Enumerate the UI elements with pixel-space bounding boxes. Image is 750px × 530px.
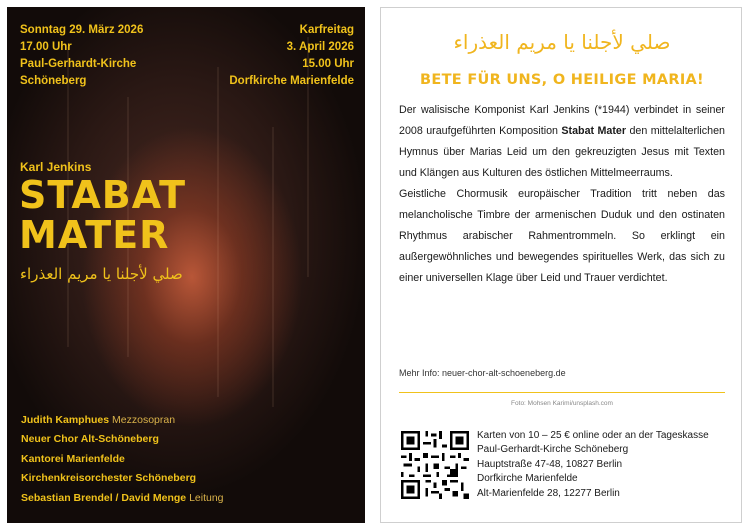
divider: [399, 392, 725, 393]
qr-code-icon: [401, 431, 469, 499]
arabic-heading: صلي لأجلنا يا مريم العذراء: [453, 30, 671, 54]
event2-time: 15.00 Uhr: [302, 58, 354, 70]
event-sunday-info: [20, 22, 143, 90]
venue1-name: Paul-Gerhardt-Kirche Schöneberg: [477, 444, 629, 456]
photo-credit: Foto: Mohsen Karimi/unsplash.com: [511, 400, 613, 407]
performer-list: [21, 411, 224, 508]
work-title-bold: Stabat Mater: [561, 125, 627, 137]
venue1-address: Hauptstraße 47-48, 10827 Berlin: [477, 458, 623, 470]
performer-item: Judith Kamphues Mezzosopran: [21, 414, 176, 426]
event2-day: Karfreitag: [299, 24, 354, 36]
ticket-price: Karten von 10 – 25 € online oder an der Tageskasse: [477, 430, 709, 441]
performer-item: Sebastian Brendel / David Menge Leitung: [21, 491, 224, 504]
poster-back: [380, 7, 742, 523]
event1-date: Sonntag 29. März 2026: [20, 24, 144, 36]
composer-name: Karl Jenkins: [20, 160, 92, 174]
title-line1: STABAT: [19, 173, 187, 217]
performer-item: Neuer Chor Alt-Schöneberg: [21, 433, 159, 446]
description-paragraph-1: Der walisische Komponist Karl Jenkins (*1944) verbindet in seiner 2008 uraufgeführten Komposition Stabat Mater den mittelalterlichen Hymnus über Marias Leid um den gekreuzigten Jesus mit Texten und Klängen aus Kulturen des östlichen Mittelmeerraums.: [399, 104, 725, 179]
event2-date: 3. April 2026: [286, 41, 354, 53]
arabic-subtitle: صلي لأجلنا يا مريم العذراء: [20, 265, 183, 283]
venue2-name: Dorfkirche Marienfelde: [477, 473, 578, 485]
ticket-info: [477, 429, 709, 501]
event1-venue-line1: Paul-Gerhardt-Kirche: [20, 58, 137, 70]
title-line2: MATER: [19, 213, 170, 257]
work-title: [19, 175, 186, 255]
performer-item: Kantorei Marienfelde: [21, 452, 125, 465]
event1-venue-line2: Schöneberg: [20, 75, 87, 87]
poster-front: [7, 7, 365, 523]
performer-item: Kirchenkreisorchester Schöneberg: [21, 472, 197, 485]
description-text: [399, 100, 725, 289]
headline: BETE FÜR UNS, O HEILIGE MARIA!: [420, 72, 704, 88]
more-info-link[interactable]: Mehr Info: neuer-chor-alt-schoeneberg.de: [399, 368, 566, 378]
venue2-address: Alt-Marienfelde 28, 12277 Berlin: [477, 487, 620, 499]
event1-time: 17.00 Uhr: [20, 41, 72, 53]
event2-venue: Dorfkirche Marienfelde: [229, 75, 354, 87]
event-goodfriday-info: [229, 22, 354, 90]
description-paragraph-2: Geistliche Chormusik europäischer Tradition tritt neben das melancholische Timbre der armenischen Duduk und den ostinaten Rhythmus arabischer Rahmentrommeln. So erklingt ein außergewöhnliches und bewegendes spirituelles Werk, das sich zu einer universellen Klage über Leid und Trauer verdichtet.: [399, 188, 725, 284]
